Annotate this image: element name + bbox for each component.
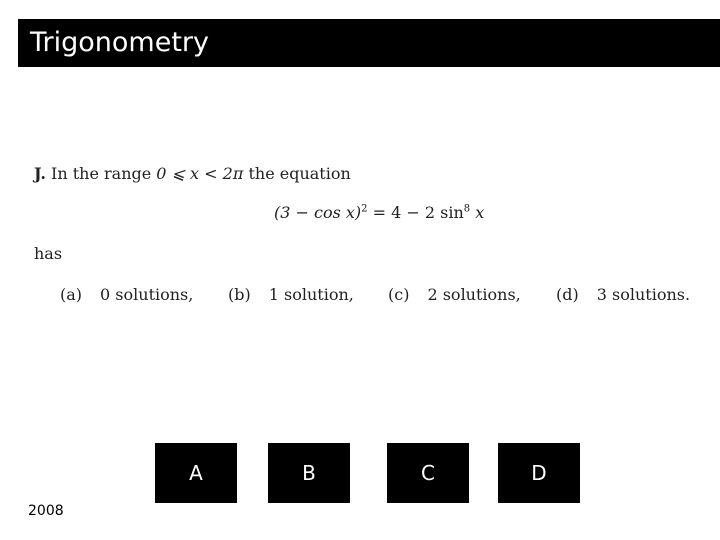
question-range: 0 ⩽ x < 2π: [156, 164, 244, 183]
question-intro-line: [34, 164, 351, 183]
answer-d-button[interactable]: D: [498, 443, 580, 503]
question-intro-end: the equation: [248, 164, 351, 183]
answer-a-button[interactable]: A: [155, 443, 237, 503]
option-text: 3 solutions.: [596, 285, 691, 304]
option-letter: (c): [388, 285, 410, 304]
answer-c-button[interactable]: C: [387, 443, 469, 503]
equation-rhs: = 4 − 2 sin: [372, 203, 464, 222]
option-c: [388, 285, 521, 304]
option-letter: (b): [228, 285, 251, 304]
option-letter: (a): [60, 285, 83, 304]
question-label: J.: [34, 164, 46, 183]
option-letter: (d): [556, 285, 579, 304]
slide-title: Trigonometry: [30, 27, 209, 58]
title-bar: [18, 19, 720, 67]
equation-variable: x: [475, 203, 485, 222]
option-b: [228, 285, 354, 304]
question-intro: In the range: [51, 164, 152, 183]
question-has: has: [34, 244, 63, 263]
question-equation: [274, 203, 484, 222]
answer-b-button[interactable]: B: [268, 443, 350, 503]
option-text: 2 solutions,: [427, 285, 521, 304]
option-text: 1 solution,: [268, 285, 354, 304]
option-a: [60, 285, 193, 304]
option-text: 0 solutions,: [100, 285, 194, 304]
equation-lhs: (3 − cos x): [274, 203, 362, 222]
slide-year: 2008: [28, 503, 64, 519]
option-d: [556, 285, 690, 304]
equation-rhs-exponent: 8: [463, 203, 471, 215]
equation-exponent: 2: [361, 203, 368, 215]
